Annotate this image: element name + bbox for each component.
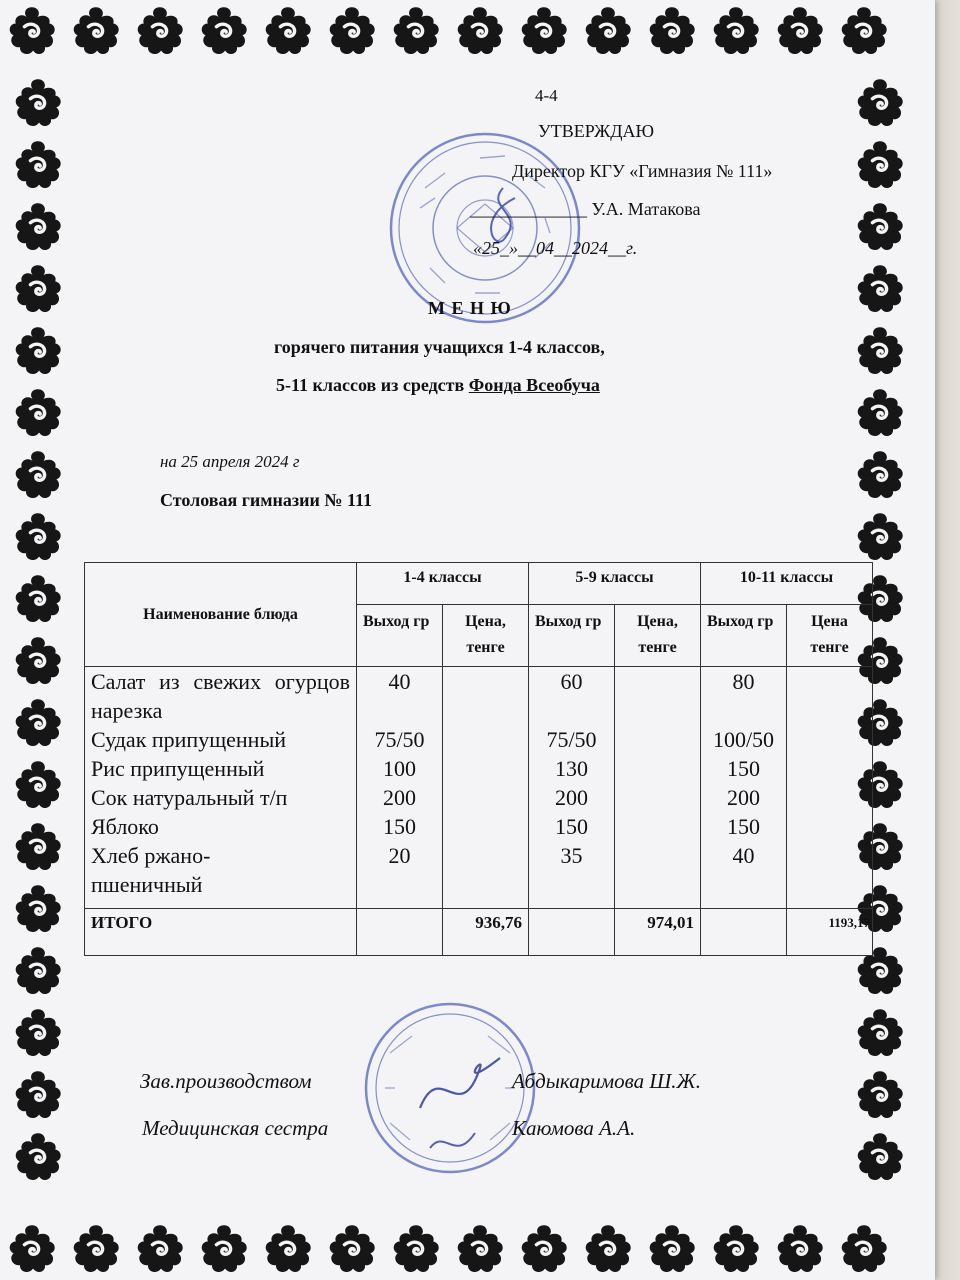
price-5-9-cell (615, 667, 701, 909)
signature-name-production: Абдыкаримова Ш.Ж. (512, 1069, 701, 1093)
yields-1-4-cell (357, 667, 443, 909)
yield-value: 200 (555, 785, 588, 810)
ornament-icon (11, 386, 65, 440)
dish-item: Хлеб ржано-пшеничный (91, 843, 211, 897)
ornament-icon (325, 4, 379, 58)
ornament-icon (261, 1222, 315, 1276)
dish-column-header: Наименование блюда (85, 563, 357, 667)
ornament-icon (581, 1222, 635, 1276)
yield-value: 20 (388, 843, 411, 868)
ornament-icon (5, 4, 59, 58)
yield-value: 40 (732, 843, 755, 868)
menu-date: на 25 апреля 2024 г (160, 452, 300, 471)
yield-value: 100/50 (712, 727, 775, 752)
dish-item: Судак припущенный (91, 727, 287, 752)
ornament-icon (389, 4, 443, 58)
canteen-name: Столовая гимназии № 111 (160, 490, 372, 510)
approval-date: «25_»__04__2024__г. (473, 238, 638, 258)
group-header-10-11: 10-11 классы (701, 563, 873, 605)
director-signature-line: _____________ У.А. Матакова (470, 199, 701, 219)
yield-value: 130 (555, 756, 588, 781)
page-code: 4-4 (535, 86, 558, 105)
ornament-icon (853, 448, 907, 502)
total-yield-empty (357, 909, 443, 956)
yield-value: 35 (560, 843, 583, 868)
yields-5-9-cell (529, 667, 615, 909)
signature-role-nurse: Медицинская сестра (142, 1116, 329, 1140)
yield-value: 80 (732, 669, 755, 694)
signature-name-nurse: Каюмова А.А. (512, 1116, 636, 1140)
price-1-4-cell (443, 667, 529, 909)
ornament-icon (197, 4, 251, 58)
ornament-icon (709, 4, 763, 58)
yield-header: Выход гр (357, 605, 443, 667)
dish-item: Салат из свежих огурцов нарезка (91, 669, 350, 723)
ornament-icon (11, 1006, 65, 1060)
total-row-label-cell (85, 909, 357, 956)
ornament-icon (11, 324, 65, 378)
yield-value: 100 (383, 756, 416, 781)
ornament-icon (453, 1222, 507, 1276)
ornament-icon (133, 1222, 187, 1276)
yields-10-11-cell (701, 667, 787, 909)
yield-value: 150 (383, 814, 416, 839)
total-yield-empty (701, 909, 787, 956)
ornament-icon (773, 1222, 827, 1276)
yield-value: 60 (560, 669, 583, 694)
subtitle-prefix: 5-11 классов из средств (276, 375, 469, 395)
ornament-icon (261, 4, 315, 58)
total-label: ИТОГО (91, 913, 153, 932)
approve-label: УТВЕРЖДАЮ (538, 121, 655, 141)
ornament-icon (5, 1222, 59, 1276)
yield-value: 150 (727, 756, 760, 781)
yield-header: Выход гр (701, 605, 787, 667)
group-header-1-4: 1-4 классы (357, 563, 529, 605)
ornament-icon (69, 4, 123, 58)
price-header: Цена, тенге (615, 605, 701, 667)
ornament-icon (853, 138, 907, 192)
ornament-icon (853, 1006, 907, 1060)
dish-names-cell (85, 667, 357, 909)
ornament-icon (517, 1222, 571, 1276)
ornament-icon (709, 1222, 763, 1276)
ornament-icon (837, 1222, 891, 1276)
ornament-icon (853, 324, 907, 378)
yield-value: 40 (388, 669, 411, 694)
ornament-icon (645, 4, 699, 58)
total-5-9-cell (615, 909, 701, 956)
total-value: 1193,17 (828, 915, 870, 930)
ornament-icon (11, 696, 65, 750)
ornament-icon (11, 448, 65, 502)
ornament-icon (11, 944, 65, 998)
price-header: Цена, тенге (443, 605, 529, 667)
signature-role-production: Зав.производством (140, 1069, 312, 1093)
price-header-last: Цена тенге (787, 605, 873, 667)
dish-item: Рис припущенный (91, 756, 265, 781)
total-yield-empty (529, 909, 615, 956)
ornament-icon (69, 1222, 123, 1276)
ornament-icon (853, 510, 907, 564)
dish-item: Сок натуральный т/п (91, 785, 288, 810)
yield-value: 150 (727, 814, 760, 839)
yield-value (529, 696, 614, 725)
ornament-icon (11, 758, 65, 812)
price-10-11-cell (787, 667, 873, 909)
yield-value: 75/50 (546, 727, 597, 752)
ornament-icon (11, 262, 65, 316)
ornament-icon (453, 4, 507, 58)
ornament-icon (11, 510, 65, 564)
ornament-icon (389, 1222, 443, 1276)
ornament-icon (11, 820, 65, 874)
ornament-icon (11, 138, 65, 192)
ornament-icon (837, 4, 891, 58)
ornament-icon (11, 572, 65, 626)
total-value: 974,01 (647, 913, 694, 932)
ornament-icon (773, 4, 827, 58)
yield-value: 200 (727, 785, 760, 810)
fund-name: Фонда Всеобуча (468, 375, 600, 395)
ornament-icon (853, 386, 907, 440)
ornament-icon (853, 1068, 907, 1122)
yield-value (701, 696, 786, 725)
ornament-icon (853, 1130, 907, 1184)
ornament-icon (517, 4, 571, 58)
ornament-icon (11, 200, 65, 254)
menu-table (84, 562, 873, 956)
ornament-icon (11, 882, 65, 936)
ornament-icon (581, 4, 635, 58)
ornament-icon (853, 200, 907, 254)
ornament-icon (133, 4, 187, 58)
yield-value: 75/50 (374, 727, 425, 752)
ornament-border-left (6, 72, 78, 1218)
menu-title: М Е Н Ю (428, 298, 512, 318)
menu-subtitle-line1: горячего питания учащихся 1-4 классов, (274, 337, 605, 357)
dish-item: Яблоко (91, 814, 159, 839)
ornament-icon (853, 76, 907, 130)
ornament-border-top (0, 0, 935, 72)
ornament-icon (645, 1222, 699, 1276)
ornament-icon (11, 1068, 65, 1122)
yield-value: 150 (555, 814, 588, 839)
total-1-4-cell (443, 909, 529, 956)
total-value: 936,76 (475, 913, 522, 932)
total-10-11-cell (787, 909, 873, 956)
ornament-icon (11, 1130, 65, 1184)
ornament-icon (197, 1222, 251, 1276)
group-header-5-9: 5-9 классы (529, 563, 701, 605)
director-position: Директор КГУ «Гимназия № 111» (512, 161, 773, 181)
ornament-border-bottom (0, 1218, 935, 1280)
ornament-icon (11, 634, 65, 688)
ornament-icon (11, 76, 65, 130)
ornament-icon (325, 1222, 379, 1276)
menu-subtitle-line2 (276, 375, 600, 396)
ornament-icon (853, 262, 907, 316)
yield-header: Выход гр (529, 605, 615, 667)
yield-value: 200 (383, 785, 416, 810)
yield-value (357, 696, 442, 725)
